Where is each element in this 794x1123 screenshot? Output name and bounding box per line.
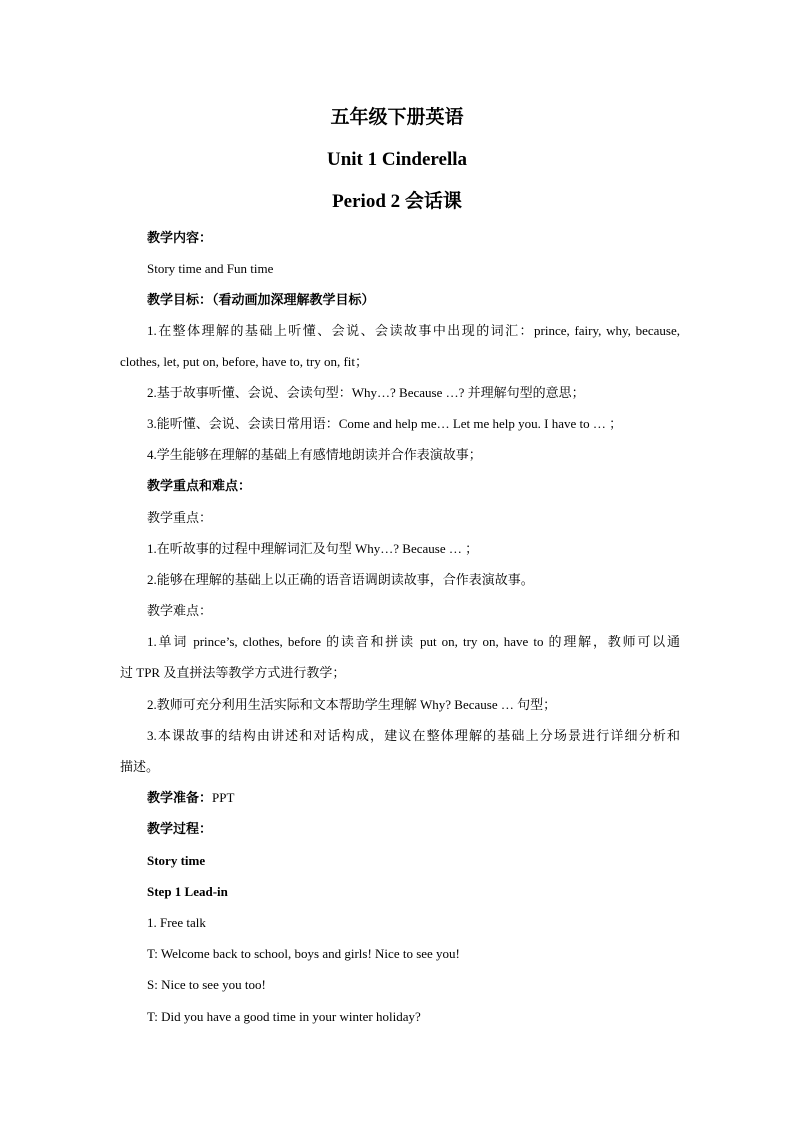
goal-item-1-line-1: 1.在整体理解的基础上听懂、会说、会读故事中出现的词汇：prince, fairy, why, because, xyxy=(147,323,680,338)
doc-title-period: Period 2 会话课 xyxy=(332,191,462,212)
difficulty-3-line-1: 3.本课故事的结构由讲述和对话构成，建议在整体理解的基础上分场景进行详细分析和 xyxy=(147,728,680,743)
section-heading-goals: 教学目标：（看动画加深理解教学目标） xyxy=(147,292,375,307)
doc-title-unit: Unit 1 Cinderella xyxy=(326,149,468,170)
section-heading-process: 教学过程： xyxy=(147,821,213,836)
key-points-label: 教学重点： xyxy=(147,510,213,525)
goal-item-2: 2.基于故事听懂、会说、会读句型：Why…? Because …? 并理解句型的意思； xyxy=(147,385,585,400)
goal-item-1-line-2: clothes, let, put on, before, have to, try on, fit； xyxy=(120,354,369,369)
difficulty-3-line-2: 描述。 xyxy=(120,759,160,774)
dialogue-line-teacher-1: T: Welcome back to school, boys and girls! Nice to see you! xyxy=(147,946,460,961)
goal-item-4: 4.学生能够在理解的基础上有感情地朗读并合作表演故事； xyxy=(147,447,482,462)
dialogue-line-teacher-2: T: Did you have a good time in your winter holiday? xyxy=(147,1009,421,1024)
key-point-1: 1.在听故事的过程中理解词汇及句型 Why…? Because … ； xyxy=(147,541,479,556)
difficulties-label: 教学难点： xyxy=(147,603,213,618)
step-1-heading: Step 1 Lead-in xyxy=(147,884,228,899)
key-point-2: 2.能够在理解的基础上以正确的语音语调朗读故事，合作表演故事。 xyxy=(147,572,534,587)
section-heading-content: 教学内容： xyxy=(147,230,213,245)
difficulty-1-line-2: 过 TPR 及直拼法等教学方式进行教学； xyxy=(120,665,346,680)
difficulty-1-line-1: 1.单词 prince’s, clothes, before 的读音和拼读 put on, try on, have to 的理解，教师可以通 xyxy=(147,634,680,649)
dialogue-line-student-1: S: Nice to see you too! xyxy=(147,977,266,992)
doc-title-grade: 五年级下册英语 xyxy=(330,107,464,128)
goal-item-3: 3.能听懂、会说、会读日常用语：Come and help me… Let me help you. I have to … ； xyxy=(147,416,623,431)
difficulty-2: 2.教师可充分利用生活实际和文本帮助学生理解 Why? Because … 句型； xyxy=(147,697,557,712)
preparation-line xyxy=(120,789,680,807)
story-time-heading: Story time xyxy=(147,853,206,868)
free-talk-item: 1. Free talk xyxy=(147,915,206,930)
preparation-label: 教学准备： xyxy=(147,790,213,805)
content-text: Story time and Fun time xyxy=(147,261,274,276)
preparation-value: PPT xyxy=(212,790,235,805)
section-heading-key-points: 教学重点和难点： xyxy=(147,478,252,493)
